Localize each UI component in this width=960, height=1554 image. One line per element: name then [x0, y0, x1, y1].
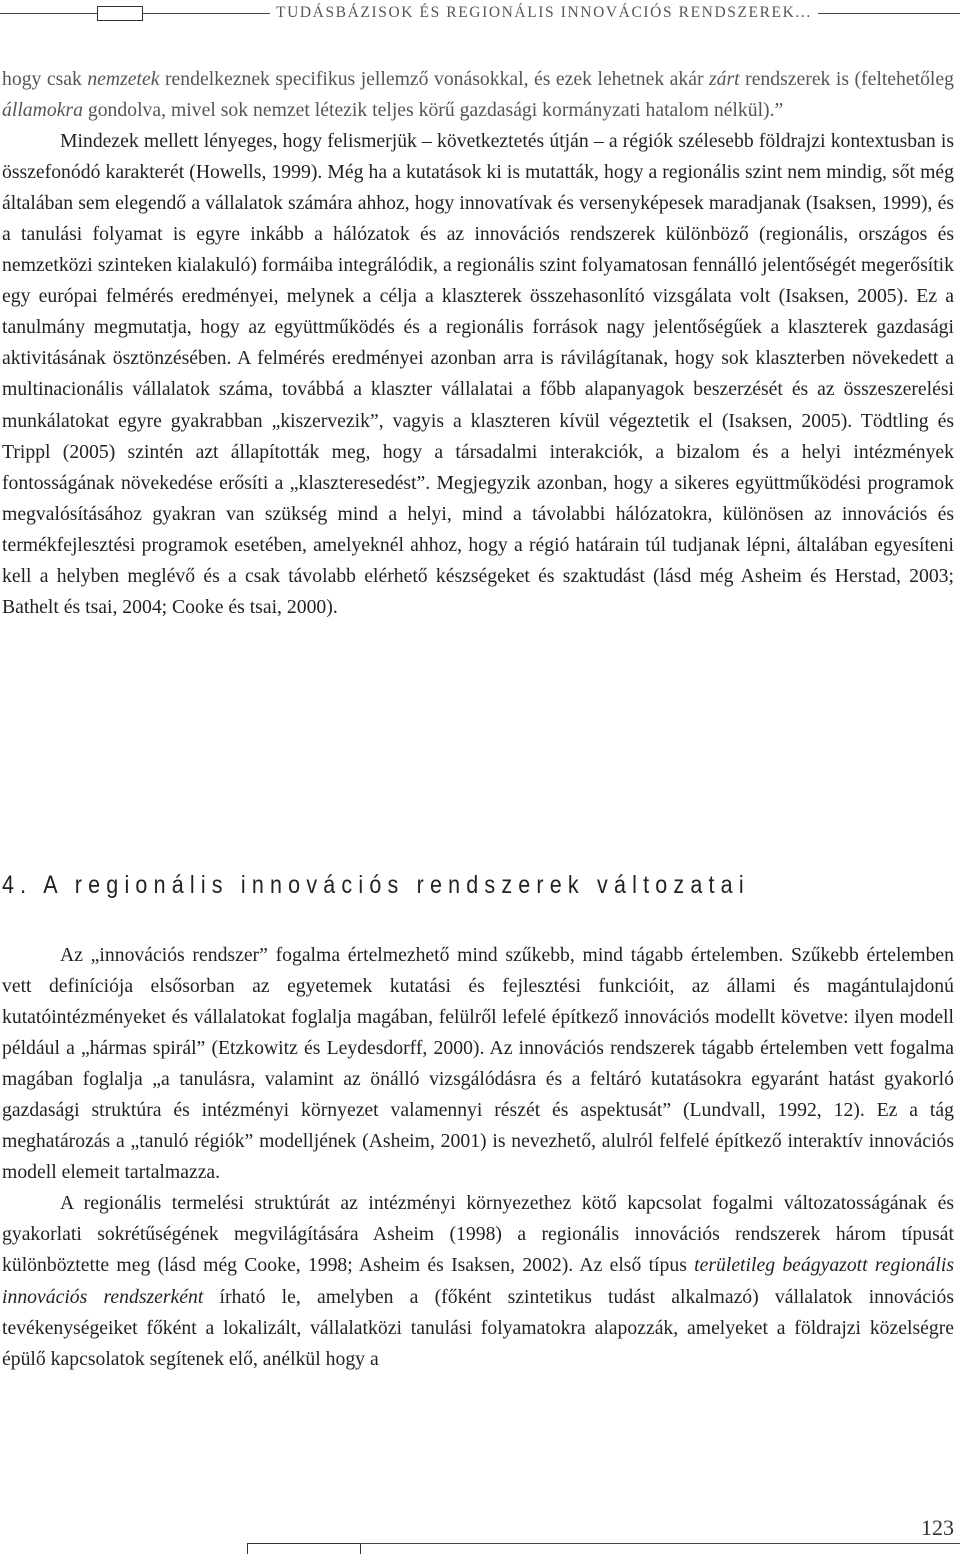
intro-paragraph: hogy csak nemzetek rendelkeznek specifikus jellemző vonásokkal, és ezek lehetnek akár zárt rendszerek is (feltehetőleg államokra gondolva, mivel sok nemzet létezik teljes körű gazdasági kormányzati hatalom nélkül).” [2, 68, 954, 122]
emphasis-nemzetek: nemzetek [87, 68, 160, 90]
header-box-ornament [97, 6, 143, 21]
text-block-1 [2, 64, 954, 623]
text-block-2 [2, 940, 954, 1375]
section-title: 4. A regionális innovációs rendszerek változatai [2, 871, 750, 899]
emphasis-terulileg-beagyazott: területileg beágyazott regionális innovációs rendszerként [2, 1254, 955, 1308]
running-header: TUDÁSBÁZISOK ÉS REGIONÁLIS INNOVÁCIÓS RENDSZEREK... [270, 0, 818, 26]
emphasis-allamokra: államokra [2, 99, 83, 122]
page-number: 123 [917, 1515, 954, 1541]
paragraph-2: Az „innovációs rendszer” fogalma értelmezhető mind szűkebb, mind tágabb értelemben. Szűkebb értelemben vett definíciója elsősorban az egyetemek kutatási és fejlesztési funkcióit, az állami és magántulajdonú kutatóintézményeket és vállalatokat foglalja magában, felülről lefelé építkező innovációs modellt követve: ilyen modell például a „hármas spirál” (Etzkowitz és Leydesdorff, 2000). Az innovációs rendszerek tágabb értelemben vett fogalma magában foglalja „a tanulásra, valamint az önálló vizsgálódásra és a feltáró kutatásokra egyaránt hatást gyakorló gazdasági struktúra és intézményi környezet valamennyi részét és aspektusát” (Lundvall, 1992, 12). Ez a tág meghatározás a „tanuló régiók” modelljének (Asheim, 2001) is nevezhető, alulról felfelé építkező interaktív innovációs modell elemeit tartalmazza. [2, 944, 954, 1184]
paragraph-3: A regionális termelési struktúrát az intézményi környezethez kötő kapcsolat fogalmi változatosságának és gyakorlati sokrétűségének megvilágítására Asheim (1998) a regionális innovációs rendszerek három típusát különböztette meg (lásd még Cooke, 1998; Asheim és Isaksen, 2002). Az első típus területileg beágyazott regionális innovációs rendszerként írható le, amelyben a (főként szintetikus tudást alkalmazó) vállalatok innovációs tevékenységeiket főként a lokalizált, vállalatközi tanulási folyamatokra alapozzák, amelyeket a földrajzi közelségre épülő kapcsolatok segítenek elő, anélkül hogy a [2, 1192, 955, 1370]
emphasis-zart: zárt [709, 68, 740, 90]
paragraph-1: Mindezek mellett lényeges, hogy felismerjük – következtetés útján – a régiók szélesebb földrajzi kontextusban is összefonódó karakterét (Howells, 1999). Még ha a kutatások ki is mutatták, hogy a regionális szint nem mindig, sőt még általában sem elegendő a vállalatok számára ahhoz, hogy innovatívak és versenyképesek maradjanak (Isaksen, 1999), és a tanulási folyamat is egyre inkább a hálózatok és az innovációs rendszerek különböző (regionális, országos és nemzetközi szinteken kialakuló) formáiba integrálódik, a regionális szint folyamatosan fennálló jelentőségét megerősítik egy európai felmérés eredményei, melynek a célja a klaszterek összehasonlító vizsgálata volt (Isaksen, 2005). Ez a tanulmány megmutatja, hogy az együttműködés és a regionális források nagy jelentőségűek a klaszterek gazdasági aktivitásának ösztönzésében. A felmérés eredményei azonban arra is rávilágítanak, hogy sok klaszterben növekedett a multinacionális vállalatok száma, továbbá a klaszter vállalatai a főbb alapanyagok beszerzését és az összeszerelési munkálatokat egyre gyakrabban „kiszervezik”, vagyis a klaszteren kívül végeztetik el (Isaksen, 2005). Tödtling és Trippl (2005) szintén azt állapították meg, hogy a társadalmi interakciók, a bizalom és a helyi intézmények fontosságának növekedése erősíti a „klaszteresedést”. Megjegyzik azonban, hogy a sikeres együttműködési programok megvalósításához gyakran van szükség mind a helyi, mind a távolabbi hálózatokra, különösen az innovációs és termékfejlesztési programok esetében, amelyeknél ahhoz, hogy a régió határain túl tudjanak lépni, általában egyesíteni kell a helyben meglévő és a csak távolabb elérhető készségeket és szaktudást (lásd még Asheim és Herstad, 2003; Bathelt és tsai, 2004; Cooke és tsai, 2000). [2, 130, 954, 618]
footer-rule [360, 1543, 960, 1544]
footer-box-ornament [247, 1543, 361, 1554]
